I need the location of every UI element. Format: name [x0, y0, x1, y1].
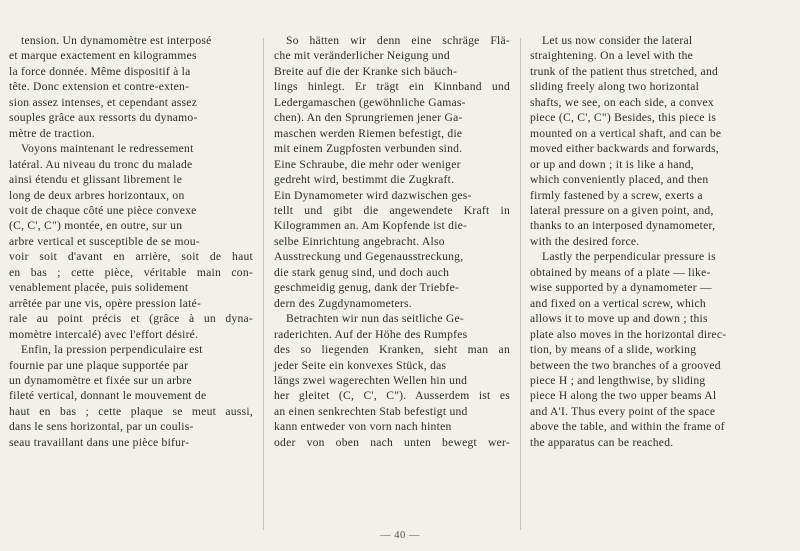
text-line: haut en bas ; cette plaque se meut aussi, [9, 404, 253, 418]
text-line: moved either backwards and forwards, [530, 142, 719, 156]
text-line: obtained by means of a plate — like- [530, 265, 711, 279]
text-line: fournie par une plaque supportée par [9, 358, 189, 372]
text-line: voir soit d'avant en arrière, soit de haut [9, 250, 253, 264]
text-line: maschen werden Riemen befestigt, die [274, 126, 463, 140]
text-line: et marque exactement en kilogrammes [9, 49, 197, 63]
text-line: plate also moves in the horizontal direc- [530, 327, 727, 341]
text-line: tête. Donc extension et contre-exten- [9, 80, 190, 94]
text-line: ainsi étendu et glissant librement le [9, 173, 183, 187]
text-line: Let us now consider the lateral [542, 34, 693, 47]
text-line: tellt und gibt die angewendete Kraft in [274, 203, 510, 217]
text-line: voit de chaque côté une pièce convexe [9, 203, 197, 217]
text-line: piece H along the two upper beams Al [530, 389, 717, 403]
text-line: shafts, we see, on each side, a convex [530, 95, 714, 109]
text-line: un dynamomètre et fixée sur un arbre [9, 373, 192, 387]
text-line: firmly fastened by a screw, exerts a [530, 188, 703, 202]
text-line: (C, C', C") montée, en outre, sur un [9, 219, 183, 233]
page-number: — 40 — [380, 530, 420, 541]
text-line: with the desired force. [530, 234, 640, 248]
text-line: arrêtée par une vis, opère pression laté- [9, 296, 202, 310]
text-line: Ein Dynamometer wird dazwischen ges- [274, 188, 472, 202]
text-line: sion assez intenses, et cependant assez [9, 95, 198, 109]
text-line: piece H ; and lengthwise, by sliding [530, 373, 706, 387]
column-divider [263, 38, 264, 530]
text-line: thanks to an interposed dynamometer, [530, 219, 716, 233]
text-line: above the table, and within the frame of [530, 420, 725, 434]
text-line: dans le sens horizontal, par un coulis- [9, 420, 194, 434]
text-line: or up and down ; it is like a hand, [530, 157, 694, 171]
text-line: piece (C, C', C") Besides, this piece is [530, 111, 717, 125]
text-line: rale au point précis et (grâce à un dyna- [9, 312, 253, 326]
text-line: Breite auf die der Kranke sich bäuch- [274, 64, 458, 78]
text-line: kann entweder von vorn nach hinten [274, 420, 452, 434]
text-line: che mit veränderlicher Neigung und [274, 49, 450, 63]
text-line: an einen senkrechten Stab befestigt und [274, 404, 468, 418]
text-line: jeder Seite ein konvexes Stück, das [274, 358, 447, 372]
text-line: Kilogrammen an. Am Kopfende ist die- [274, 219, 468, 233]
text-line: the apparatus can be reached. [530, 435, 674, 449]
text-line: geschmeidig genug, dank der Triebfe- [274, 281, 460, 295]
text-line: selbe Einrichtung angebracht. Also [274, 234, 445, 248]
text-line: Betrachten wir nun das seitliche Ge- [286, 312, 465, 326]
text-line: die stark genug sind, und doch auch [274, 265, 450, 279]
text-line: mit einem Zugpfosten verbunden sind. [274, 142, 463, 156]
text-line: latéral. Au niveau du tronc du malade [9, 157, 193, 171]
text-line: allows it to move up and down ; this [530, 312, 708, 326]
text-line: Ledergamaschen (gewöhnliche Gamas- [274, 95, 466, 109]
text-line: oder von oben nach unten bewegt wer- [274, 435, 510, 449]
text-line: en bas ; cette pièce, véritable main con- [9, 265, 253, 279]
text-line: tion, by means of a slide, working [530, 343, 697, 357]
text-line: lings hinlegt. Er trägt ein Kinnband und [274, 80, 510, 94]
text-line: längs zwei wagerechten Wellen hin und [274, 373, 468, 387]
text-line: which conveniently placed, and then [530, 173, 709, 187]
text-line: Voyons maintenant le redressement [21, 142, 194, 156]
text-line: Enfin, la pression perpendiculaire est [21, 343, 203, 357]
text-line: So hätten wir denn eine schräge Flä- [286, 34, 510, 47]
text-line: Eine Schraube, die mehr oder weniger [274, 157, 461, 171]
text-line: Ausstreckung und Gegenausstreckung, [274, 250, 464, 264]
text-line: souples grâce aux ressorts du dynamo- [9, 111, 198, 125]
text-line: sliding freely along two horizontal [530, 80, 700, 94]
column-divider [520, 38, 521, 530]
text-line: des so liegenden Kranken, sieht man an [274, 343, 510, 357]
text-line: venablement placée, puis solidement [9, 281, 189, 295]
text-line: her gleitet (C, C', C"). Ausserdem ist es [274, 389, 510, 403]
text-line: la force donnée. Même dispositif à la [9, 64, 191, 78]
text-line: between the two branches of a grooved [530, 358, 721, 372]
text-line: trunk of the patient thus stretched, and [530, 64, 719, 78]
text-line: dern des Zugdynamometers. [274, 296, 412, 310]
text-line: fileté vertical, donnant le mouvement de [9, 389, 207, 403]
text-line: momètre intercalé) avec l'effort désiré. [9, 327, 199, 341]
text-line: lateral pressure on a given point, and, [530, 203, 714, 217]
text-line: wise supported by a dynamometer — [530, 281, 712, 295]
german-text-column [274, 33, 510, 450]
text-line: Lastly the perpendicular pressure is [542, 250, 716, 264]
text-line: arbre vertical et susceptible de se mou- [9, 234, 200, 248]
text-line: and A'I. Thus every point of the space [530, 404, 716, 418]
english-text-column [530, 33, 792, 450]
text-line: seau travaillant dans une pièce bifur- [9, 435, 190, 449]
text-line: tension. Un dynamomètre est interposé [21, 34, 212, 47]
text-line: chen). An den Sprungriemen jener Ga- [274, 111, 463, 125]
text-line: and fixed on a vertical screw, which [530, 296, 706, 310]
text-line: long de deux arbres horizontaux, on [9, 188, 185, 202]
french-text-column [9, 33, 253, 450]
text-line: raderichten. Auf der Höhe des Rumpfes [274, 327, 468, 341]
text-line: straightening. On a level with the [530, 49, 694, 63]
text-line: mètre de traction. [9, 126, 95, 140]
text-line: gedreht wird, bestimmt die Zugkraft. [274, 173, 455, 187]
text-line: mounted on a vertical shaft, and can be [530, 126, 722, 140]
